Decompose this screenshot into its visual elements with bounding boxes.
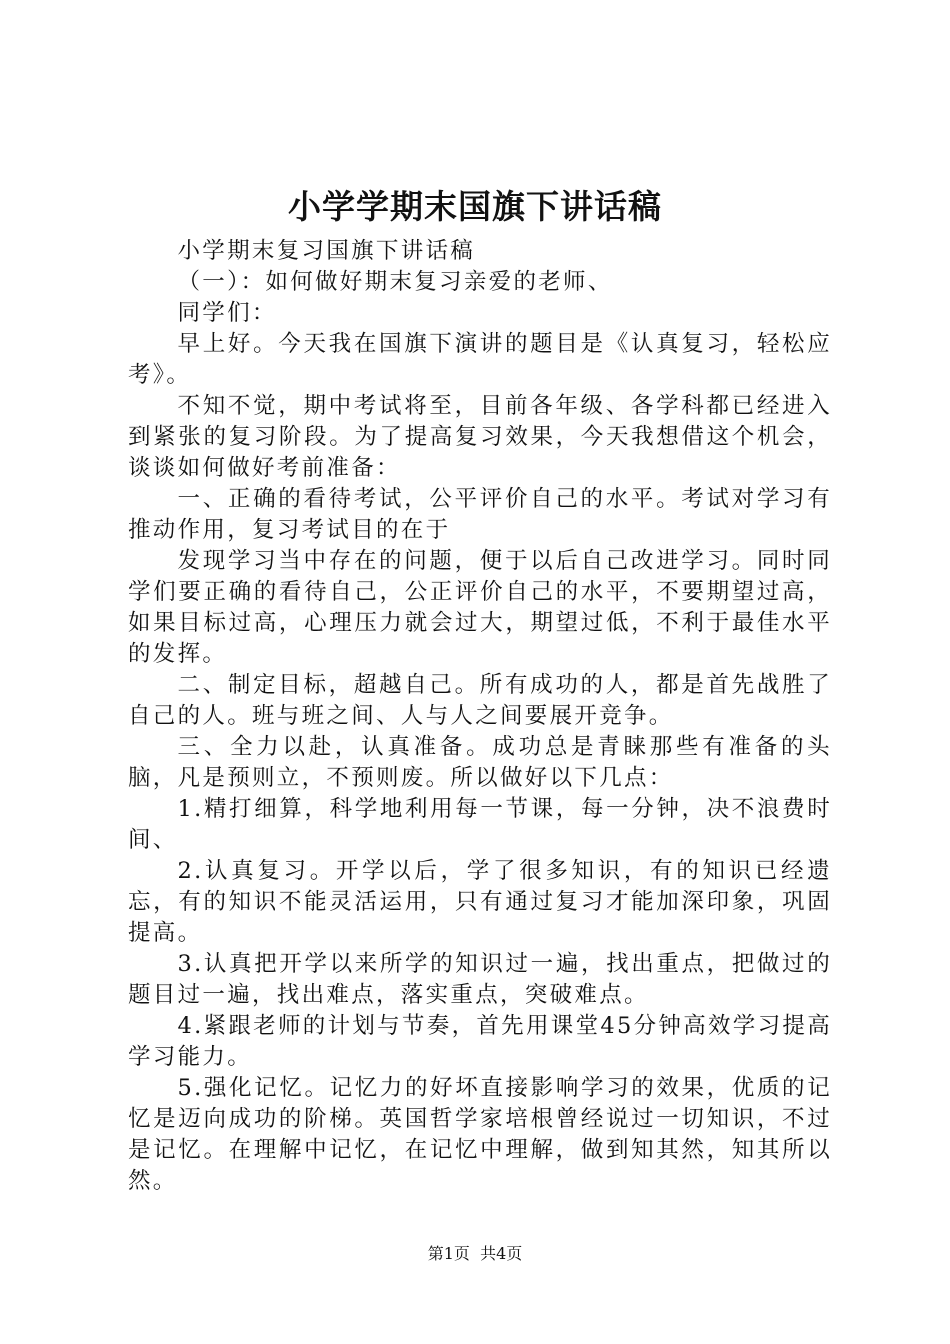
paragraph: 三、全力以赴，认真准备。成功总是青睐那些有准备的头脑，凡是预则立，不预则废。所以做好以下几点： (128, 734, 832, 791)
paragraph: 4.紧跟老师的计划与节奏，首先用课堂45分钟高效学习提高学习能力。 (128, 1013, 832, 1070)
paragraph: 一、正确的看待考试，公平评价自己的水平。考试对学习有推动作用，复习考试目的在于 (128, 486, 832, 543)
paragraph: 小学期末复习国旗下讲话稿 (177, 238, 476, 264)
page-number: 第1页 (427, 1244, 470, 1263)
document-body (128, 236, 832, 1197)
paragraph: 5.强化记忆。记忆力的好坏直接影响学习的效果，优质的记忆是迈向成功的阶梯。英国哲学家培根曾经说过一切知识，不过是记忆。在理解中记忆，在记忆中理解，做到知其然，知其所以然。 (128, 1075, 832, 1194)
document-title: 小学学期末国旗下讲话稿 (288, 187, 662, 226)
paragraph: 3.认真把开学以来所学的知识过一遍，找出重点，把做过的题目过一遍，找出难点，落实重点，突破难点。 (128, 951, 832, 1008)
page-total: 共4页 (480, 1244, 523, 1263)
page-footer (0, 1242, 950, 1266)
paragraph: 二、制定目标，超越自己。所有成功的人，都是首先战胜了自己的人。班与班之间、人与人之间要展开竞争。 (128, 672, 832, 729)
paragraph: 2.认真复习。开学以后，学了很多知识，有的知识已经遗忘，有的知识不能灵活运用，只有通过复习才能加深印象，巩固提高。 (128, 858, 832, 946)
paragraph: 不知不觉，期中考试将至，目前各年级、各学科都已经进入到紧张的复习阶段。为了提高复习效果，今天我想借这个机会，谈谈如何做好考前准备： (128, 393, 832, 481)
paragraph: 早上好。今天我在国旗下演讲的题目是《认真复习，轻松应考》。 (128, 331, 832, 388)
paragraph: 同学们： (177, 300, 277, 326)
paragraph: （一）：如何做好期末复习亲爱的老师、 (177, 269, 613, 295)
paragraph: 1.精打细算，科学地利用每一节课，每一分钟，决不浪费时间、 (128, 796, 832, 853)
paragraph: 发现学习当中存在的问题，便于以后自己改进学习。同时同学们要正确的看待自己，公正评价自己的水平，不要期望过高，如果目标过高，心理压力就会过大，期望过低，不利于最佳水平的发挥。 (128, 548, 832, 667)
